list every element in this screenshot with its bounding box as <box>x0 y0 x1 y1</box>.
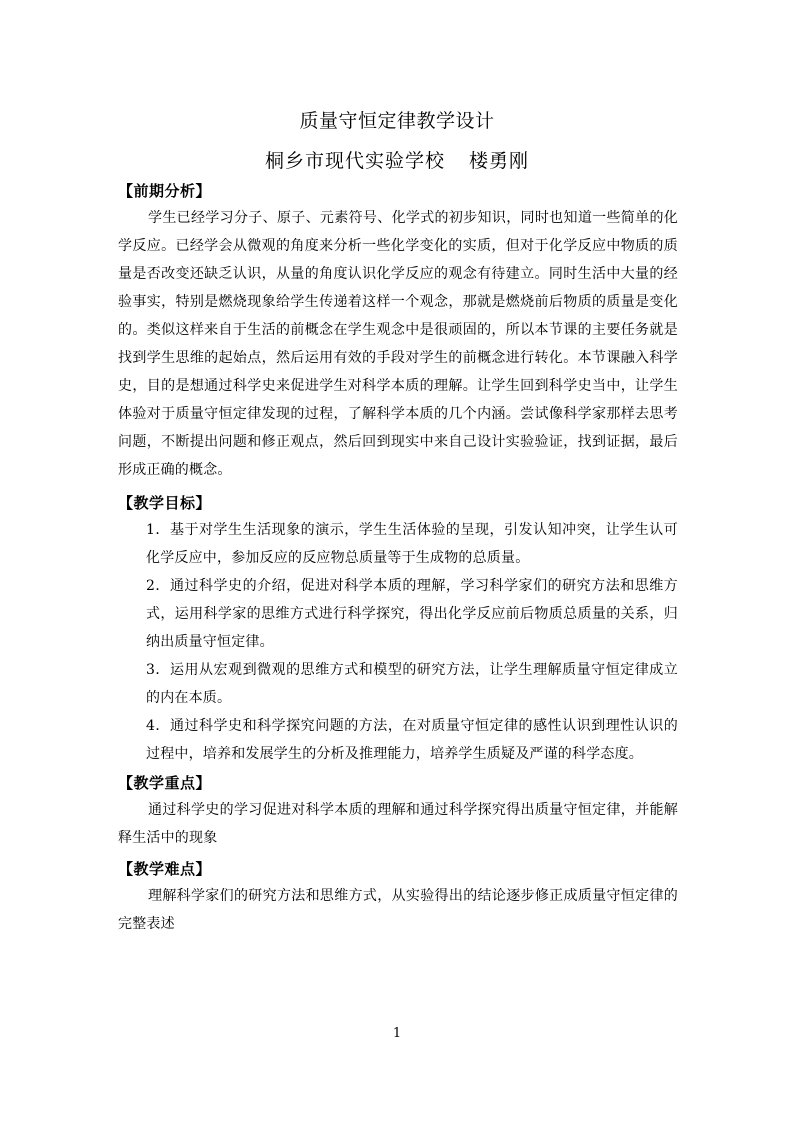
author-name: 楼勇刚 <box>469 150 530 172</box>
document-title: 质量守恒定律教学设计 <box>299 110 495 132</box>
paragraph-analysis: 学生已经学习分子、原子、元素符号、化学式的初步知识，同时也知道一些简单的化学反应。已经学会从微观的角度来分析一些化学变化的实质，但对于化学反应中物质的质量是否改变还缺乏认识，从量的角度认识化学反应的观念有待建立。同时生活中大量的经验事实，特别是燃烧现象给学生传递着这样一个观念，那就是燃烧前后物质的质量是变化的。类似这样来自于生活的前概念在学生观念中是很顽固的，所以本节课的主要任务就是找到学生思维的起始点，然后运用有效的手段对学生的前概念进行转化。本节课融入科学史，目的是想通过科学史来促进学生对科学本质的理解。让学生回到科学史当中，让学生体验对于质量守恒定律发现的过程，了解科学本质的几个内涵。尝试像科学家那样去思考问题，不断提出问题和修正观点，然后回到现实中来自己设计实验验证，找到证据，最后形成正确的概念。 <box>118 210 678 478</box>
heading-goals: 【教学目标】 <box>118 494 212 512</box>
paragraph-difficulties: 理解科学家们的研究方法和思维方式，从实验得出的结论逐步修正成质量守恒定律的完整表述 <box>118 888 678 932</box>
goal-item-2: 2．通过科学史的介绍，促进对科学本质的理解，学习科学家们的研究方法和思维方式，运用科学家的思维方式进行科学探究，得出化学反应前后物质总质量的关系，归纳出质量守恒定律。 <box>146 578 678 650</box>
goal-item-1: 1．基于对学生生活现象的演示，学生生活体验的呈现，引发认知冲突，让学生认可化学反应中，参加反应的反应物总质量等于生成物的总质量。 <box>146 522 678 566</box>
goal-item-4: 4．通过科学史和科学探究问题的方法，在对质量守恒定律的感性认识到理性认识的过程中，培养和发展学生的分析及推理能力，培养学生质疑及严谨的科学态度。 <box>146 718 678 762</box>
page-number: 1 <box>392 1026 402 1041</box>
heading-key-points: 【教学重点】 <box>118 774 212 792</box>
paragraph-key-points: 通过科学史的学习促进对科学本质的理解和通过科学探究得出质量守恒定律，并能解释生活中的现象 <box>118 802 678 846</box>
goal-item-3: 3．运用从宏观到微观的思维方式和模型的研究方法，让学生理解质量守恒定律成立的内在本质。 <box>146 662 678 706</box>
document-byline <box>0 146 794 173</box>
school-name: 桐乡市现代实验学校 <box>264 150 445 172</box>
heading-analysis: 【前期分析】 <box>118 182 212 200</box>
heading-difficulties: 【教学难点】 <box>118 860 212 878</box>
